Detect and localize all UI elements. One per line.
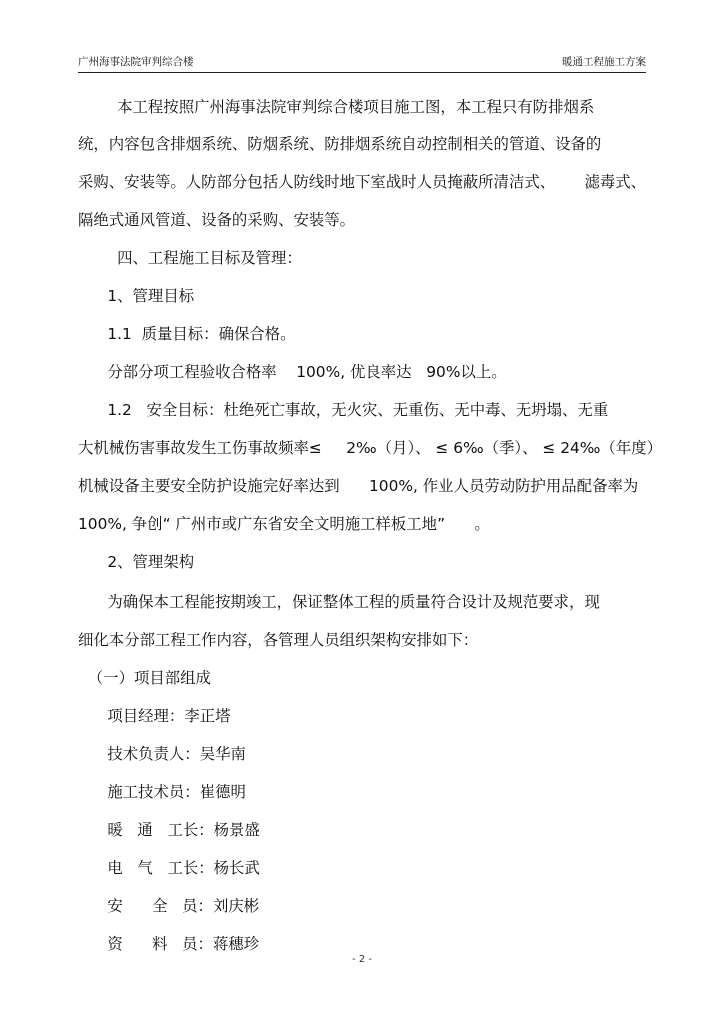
quality-goal: 1.1 质量目标：确保合格。 [78, 325, 296, 343]
staff-document-clerk: 资 料 员：蒋穗珍 [78, 935, 260, 953]
staff-technical-lead: 技术负责人：吴华南 [78, 745, 246, 763]
header-project-name: 广州海事法院审判综合楼 [78, 56, 194, 68]
page-number: - 2 - [352, 954, 372, 965]
safety-goal-line-2: 大机械伤害事故发生工伤事故频率≤ 2‰（月）、 ≤ 6‰（季）、 ≤ 24‰（年度） [78, 439, 662, 457]
page-header [78, 52, 646, 73]
staff-hvac-foreman: 暖 通 工长：杨景盛 [78, 821, 260, 839]
body-line-2: 统，内容包含排烟系统、防烟系统、防排烟系统自动控制相关的管道、设备的 [78, 135, 602, 153]
body-line-1: 本工程按照广州海事法院审判综合楼项目施工图，本工程只有防排烟系 [78, 98, 595, 116]
staff-safety-officer: 安 全 员：刘庆彬 [78, 897, 260, 915]
header-document-title: 暖通工程施工方案 [562, 56, 646, 68]
structure-intro-line-1: 为确保本工程能按期竣工，保证整体工程的质量符合设计及规范要求，现 [78, 593, 600, 611]
section-heading-4: 四、工程施工目标及管理： [78, 249, 302, 267]
staff-construction-technician: 施工技术员：崔德明 [78, 783, 246, 801]
staff-electrical-foreman: 电 气 工长：杨长武 [78, 859, 260, 877]
acceptance-rate: 分部分项工程验收合格率 100%, 优良率达 90%以上。 [78, 363, 507, 381]
subheading-project-team: （一）项目部组成 [78, 669, 211, 687]
body-line-3: 采购、安装等。人防部分包括人防线时地下室战时人员掩蔽所清洁式、 滤毒式、 [78, 173, 647, 191]
staff-project-manager: 项目经理：李正塔 [78, 707, 231, 725]
subheading-management-structure: 2、管理架构 [78, 553, 195, 571]
body-line-4: 隔绝式通风管道、设备的采购、安装等。 [78, 211, 356, 229]
safety-goal-line-4: 100%, 争创“ 广州市或广东省安全文明施工样板工地” 。 [78, 515, 490, 533]
safety-goal-line-3: 机械设备主要安全防护设施完好率达到 100%, 作业人员劳动防护用品配备率为 [78, 477, 639, 495]
subheading-management-goals: 1、管理目标 [78, 287, 195, 305]
safety-goal-line-1: 1.2 安全目标：杜绝死亡事故，无火灾、无重伤、无中毒、无坍塌、无重 [78, 401, 609, 419]
structure-intro-line-2: 细化本分部工程工作内容，各管理人员组织架构安排如下： [78, 631, 479, 649]
